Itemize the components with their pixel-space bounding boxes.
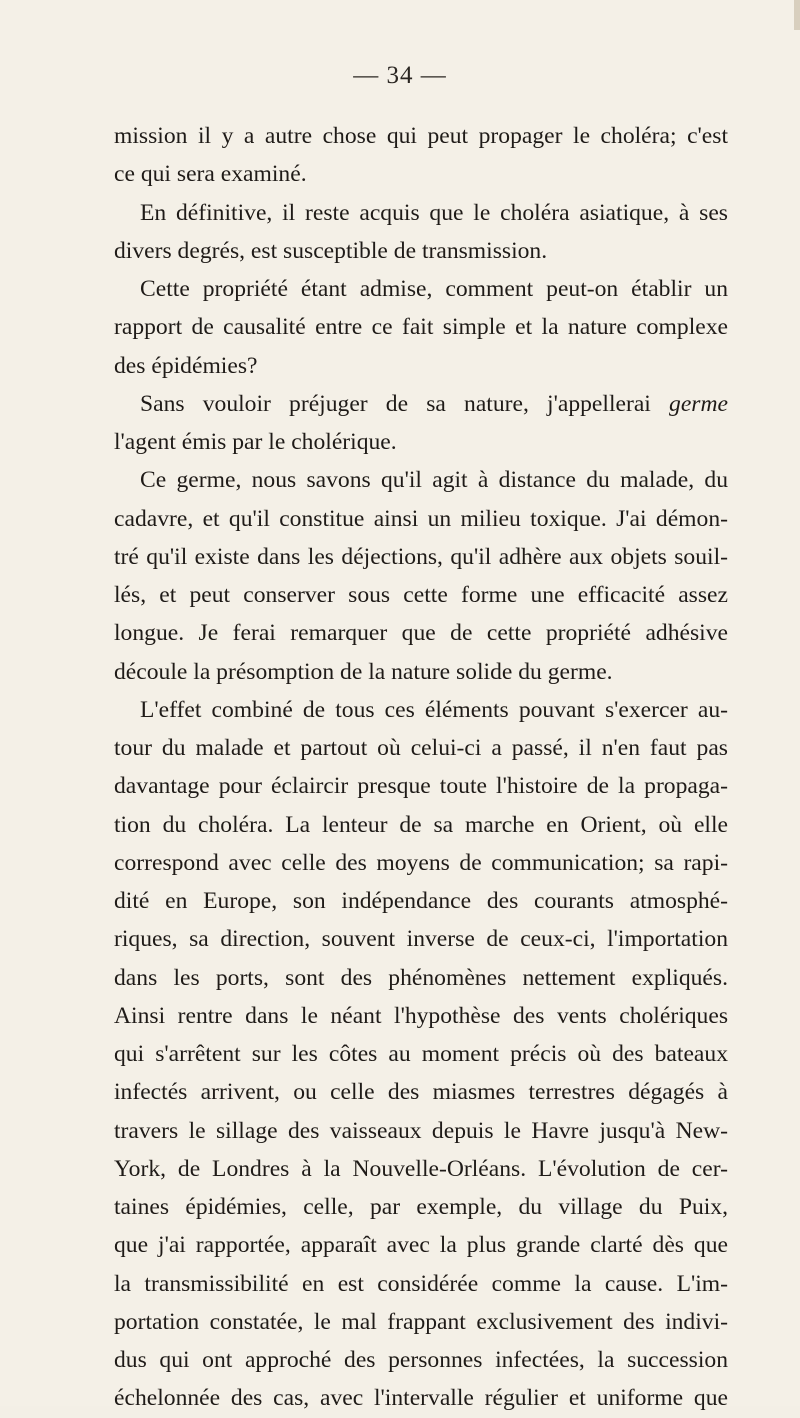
text-line-content: dité en Europe, son indépendance des courants atmosphé- [114, 888, 728, 914]
text-line [114, 1035, 728, 1073]
page-edge-shadow [794, 0, 800, 30]
text-line [114, 614, 728, 652]
text-line [114, 500, 728, 538]
text-line [114, 691, 728, 729]
text-line [114, 653, 728, 691]
text-line-content: infectés arrivent, ou celle des miasmes terrestres dégagés à [114, 1079, 728, 1106]
text-line [114, 308, 728, 346]
text-line-content: qui s'arrêtent sur les côtes au moment précis où des bateaux [114, 1041, 728, 1067]
text-line-content: York, de Londres à la Nouvelle-Orléans. L'évolution de cer- [114, 1155, 728, 1182]
text-line [114, 538, 728, 576]
text-line-content: Sans vouloir préjuger de sa nature, j'appellerai [140, 390, 651, 417]
text-line-content: portation constatée, le mal frappant exclusivement des indivi- [114, 1308, 728, 1335]
text-line-content: l'agent émis par le cholérique. [114, 429, 397, 455]
text-line [114, 576, 728, 614]
text-line-content: riques, sa direction, souvent inverse de ceux-ci, l'importation [114, 926, 728, 953]
text-line-content: Ainsi rentre dans le néant l'hypothèse des vents cholériques [114, 1002, 728, 1029]
text-line-content: que j'ai rapportée, apparaît avec la plus grande clarté dès que [114, 1232, 728, 1259]
text-line-content: dans les ports, sont des phénomènes nettement expliqués. [114, 964, 728, 991]
body-text [114, 117, 728, 1418]
text-line [114, 806, 728, 844]
text-line [114, 347, 728, 385]
text-line [114, 1150, 728, 1188]
text-line [114, 270, 728, 308]
text-line-content: En définitive, il reste acquis que le choléra asiatique, à ses [140, 199, 728, 226]
text-line [114, 461, 728, 499]
text-line [114, 423, 728, 461]
text-line [114, 385, 728, 423]
text-line [114, 1341, 728, 1379]
text-line-content: longue. Je ferai remarquer que de cette propriété adhésive [114, 620, 728, 647]
text-line [114, 997, 728, 1035]
text-line [114, 959, 728, 997]
text-line [114, 194, 728, 232]
text-line [114, 155, 728, 193]
text-line [114, 729, 728, 767]
text-line [114, 920, 728, 958]
text-line-content: correspond avec celle des moyens de communication; sa rapi- [114, 849, 728, 876]
text-line-content: taines épidémies, celle, par exemple, du village du Puix, [114, 1194, 728, 1220]
text-line-content: rapport de causalité entre ce fait simple et la nature complexe [114, 314, 728, 341]
text-line-content: davantage pour éclaircir presque toute l'histoire de la propaga- [114, 773, 728, 800]
text-line-content: mission il y a autre chose qui peut propager le choléra; c'est [114, 123, 728, 149]
text-line [114, 1073, 728, 1111]
text-line-content: dus qui ont approché des personnes infectées, la succession [114, 1347, 728, 1373]
text-line-content: des épidémies? [114, 352, 258, 379]
text-line-content: travers le sillage des vaisseaux depuis le Havre jusqu'à New- [114, 1117, 728, 1144]
text-line-content: Cette propriété étant admise, comment peut-on établir un [140, 276, 728, 302]
text-line [114, 1379, 728, 1417]
page-number: — 34 — [353, 62, 447, 89]
text-line [114, 1112, 728, 1150]
text-line [114, 232, 728, 270]
text-line-content: tour du malade et partout où celui-ci a passé, il n'en faut pas [114, 735, 728, 761]
text-line [114, 1188, 728, 1226]
text-line-content: lés, et peut conserver sous cette forme une efficacité assez [114, 582, 728, 608]
text-line [114, 117, 728, 155]
text-line-content: Ce germe, nous savons qu'il agit à distance du malade, du [140, 467, 728, 494]
text-line [114, 844, 728, 882]
text-line [114, 1226, 728, 1264]
text-line [114, 1303, 728, 1341]
text-line-content: la transmissibilité en est considérée comme la cause. L'im- [114, 1270, 728, 1297]
text-line-content: échelonnée des cas, avec l'intervalle régulier et uniforme que [114, 1385, 728, 1412]
text-line-content: L'effet combiné de tous ces éléments pouvant s'exercer au- [140, 696, 728, 723]
text-line-content: cadavre, et qu'il constitue ainsi un milieu toxique. J'ai démon- [114, 505, 728, 532]
italic-term: germe [669, 390, 728, 417]
text-line [114, 882, 728, 920]
text-line-content: tré qu'il existe dans les déjections, qu'il adhère aux objets souil- [114, 543, 728, 570]
text-line-content: tion du choléra. La lenteur de sa marche en Orient, où elle [114, 811, 728, 838]
text-line-content: découle la présomption de la nature solide du germe. [114, 658, 613, 685]
text-line-content: ce qui sera examiné. [114, 161, 307, 188]
text-line [114, 767, 728, 805]
text-line [114, 1265, 728, 1303]
text-line-content: divers degrés, est susceptible de transmission. [114, 237, 548, 264]
